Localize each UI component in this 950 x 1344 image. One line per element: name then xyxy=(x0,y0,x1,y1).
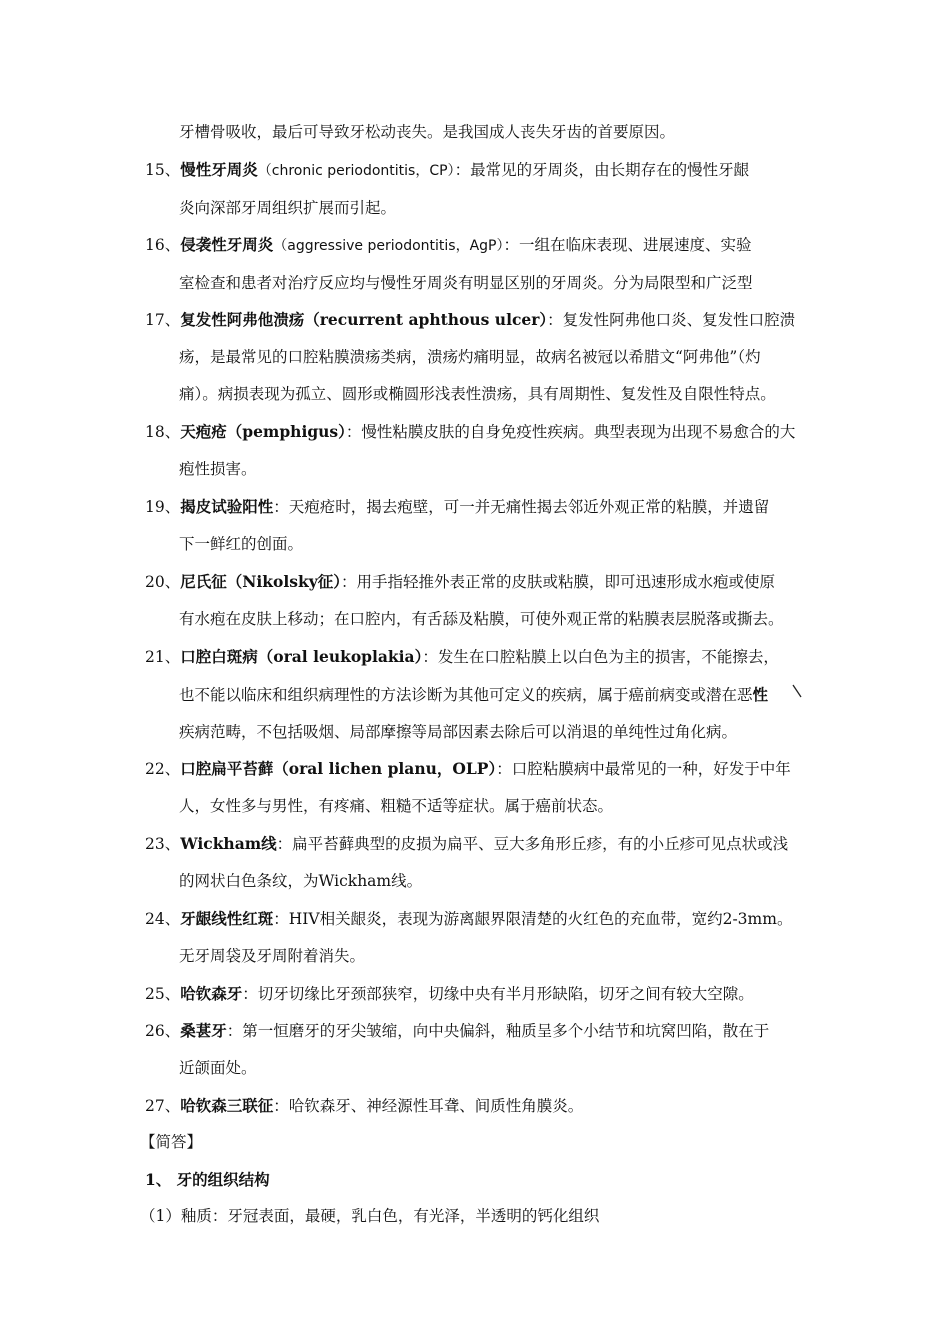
entry-term: 口腔白斑病（oral leukoplakia） xyxy=(180,647,423,666)
paragraph-line: 牙槽骨吸收，最后可导致牙松动丧失。是我国成人丧失牙齿的首要原因。 xyxy=(179,123,676,141)
entry-term: 口腔扁平苔藓（oral lichen planu，OLP） xyxy=(180,759,497,778)
entry-term: 揭皮试验阳性 xyxy=(180,497,274,516)
entry-number: 23、 xyxy=(145,835,181,853)
entry-21 xyxy=(145,638,825,751)
entry-definition: ：一组在临床表现、进展速度、实验 xyxy=(503,236,752,254)
entry-number: 27、 xyxy=(145,1097,181,1115)
entry-english: （aggressive periodontitis，AgP） xyxy=(273,238,504,254)
entry-26 xyxy=(145,1012,825,1087)
entry-term: 尼氏征（Nikolsky征） xyxy=(180,572,341,591)
entry-definition-cont: 人，女性多与男性，有疼痛、粗糙不适等症状。属于癌前状态。 xyxy=(179,797,614,815)
entry-20 xyxy=(145,563,825,638)
entry-23 xyxy=(145,825,825,900)
entry-definition-cont: 疾病范畴，不包括吸烟、局部摩擦等局部因素去除后可以消退的单纯性过角化病。 xyxy=(179,723,738,741)
entry-number: 24、 xyxy=(145,910,181,928)
entry-definition-cont: 炎向深部牙周组织扩展而引起。 xyxy=(179,199,397,217)
entry-16 xyxy=(145,226,825,302)
entry-term: 牙龈线性红斑 xyxy=(180,909,274,928)
entry-24 xyxy=(145,900,825,975)
entry-number: 20、 xyxy=(145,573,181,591)
entry-definition-cont: 室检查和患者对治疗反应均与慢性牙周炎有明显区别的牙周炎。分为局限型和广泛型 xyxy=(179,274,753,292)
entry-17 xyxy=(145,301,825,413)
question-1-item-1: （1）釉质：牙冠表面，最硬，乳白色，有光泽，半透明的钙化组织 xyxy=(140,1207,600,1225)
entry-19 xyxy=(145,488,825,563)
entry-definition: ：慢性粘膜皮肤的自身免疫性疾病。典型表现为出现不易愈合的大 xyxy=(345,423,796,441)
entry-term: 复发性阿弗他溃疡（recurrent aphthous ulcer） xyxy=(180,310,548,329)
entry-definition-cont-tail: 性 xyxy=(752,685,769,704)
entry-definition: ：最常见的牙周炎，由长期存在的慢性牙龈 xyxy=(454,161,750,179)
entry-number: 15、 xyxy=(145,161,181,179)
entry-15 xyxy=(145,151,825,227)
entry-definition: ：HIV相关龈炎，表现为游离龈界限清楚的火红色的充血带，宽约2-3mm。 xyxy=(273,910,793,928)
entry-definition: ：复发性阿弗他口炎、复发性口腔溃 xyxy=(547,311,796,329)
entry-definition: ：天疱疮时，揭去疱壁，可一并无痛性揭去邻近外观正常的粘膜，并遗留 xyxy=(273,498,770,516)
entry-22 xyxy=(145,750,825,825)
entry-25 xyxy=(145,975,825,1013)
entry-definition-cont: 也不能以临床和组织病理性的方法诊断为其他可定义的疾病，属于癌前病变或潜在恶 xyxy=(179,686,753,704)
entry-number: 25、 xyxy=(145,985,181,1003)
entry-number: 18、 xyxy=(145,423,181,441)
question-1-title: 1、 牙的组织结构 xyxy=(145,1170,270,1189)
entry-number: 21、 xyxy=(145,648,181,666)
entry-definition-cont: 痛）。病损表现为孤立、圆形或椭圆形浅表性溃疡，具有周期性、复发性及自限性特点。 xyxy=(179,385,776,403)
entry-term: 天疱疮（pemphigus） xyxy=(180,422,346,441)
entry-definition: ：哈钦森牙、神经源性耳聋、间质性角膜炎。 xyxy=(273,1097,584,1115)
pen-stroke-mark xyxy=(792,684,802,698)
entry-term: 哈钦森三联征 xyxy=(180,1096,274,1115)
entry-english: （chronic periodontitis，CP） xyxy=(257,163,455,179)
entry-number: 17、 xyxy=(145,311,181,329)
entry-definition: ：切牙切缘比牙颈部狭窄，切缘中央有半月形缺陷，切牙之间有较大空隙。 xyxy=(242,985,754,1003)
entry-definition-cont: 的网状白色条纹，为Wickham线。 xyxy=(179,872,423,890)
entry-definition-cont: 无牙周袋及牙周附着消失。 xyxy=(179,947,366,965)
entry-definition: ：扁平苔藓典型的皮损为扁平、豆大多角形丘疹，有的小丘疹可见点状或浅 xyxy=(276,835,789,853)
entry-definition: ：第一恒磨牙的牙尖皱缩，向中央偏斜，釉质呈多个小结节和坑窝凹陷，散在于 xyxy=(226,1022,770,1040)
entry-term: Wickham线 xyxy=(180,834,277,853)
entry-number: 22、 xyxy=(145,760,181,778)
entry-definition: ：用手指轻推外表正常的皮肤或粘膜，即可迅速形成水疱或使原 xyxy=(340,573,775,591)
entry-definition: ：口腔粘膜病中最常见的一种，好发于中年 xyxy=(496,760,791,778)
entry-term: 哈钦森牙 xyxy=(180,984,243,1003)
entry-14-continuation xyxy=(145,114,825,151)
entry-18 xyxy=(145,413,825,488)
section-heading-short-answer: 【简答】 xyxy=(140,1133,203,1151)
entry-term: 侵袭性牙周炎 xyxy=(180,235,274,254)
entry-definition-cont: 下一鲜红的创面。 xyxy=(179,535,304,553)
entry-definition-cont: 近颌面处。 xyxy=(179,1059,257,1077)
entry-number: 19、 xyxy=(145,498,181,516)
entry-term: 桑葚牙 xyxy=(180,1021,227,1040)
entry-definition-cont: 有水疱在皮肤上移动；在口腔内，有舌舔及粘膜，可使外观正常的粘膜表层脱落或撕去。 xyxy=(179,610,784,628)
entry-27 xyxy=(145,1087,825,1125)
entry-definition-cont: 疱性损害。 xyxy=(179,460,257,478)
entry-number: 26、 xyxy=(145,1022,181,1040)
entry-number: 16、 xyxy=(145,236,181,254)
entry-definition: ：发生在口腔粘膜上以白色为主的损害，不能擦去， xyxy=(422,648,779,666)
entry-term: 慢性牙周炎 xyxy=(180,160,258,179)
entry-definition-cont: 疡，是最常见的口腔粘膜溃疡类病，溃疡灼痛明显，故病名被冠以希腊文“阿弗他”（灼 xyxy=(179,348,761,366)
